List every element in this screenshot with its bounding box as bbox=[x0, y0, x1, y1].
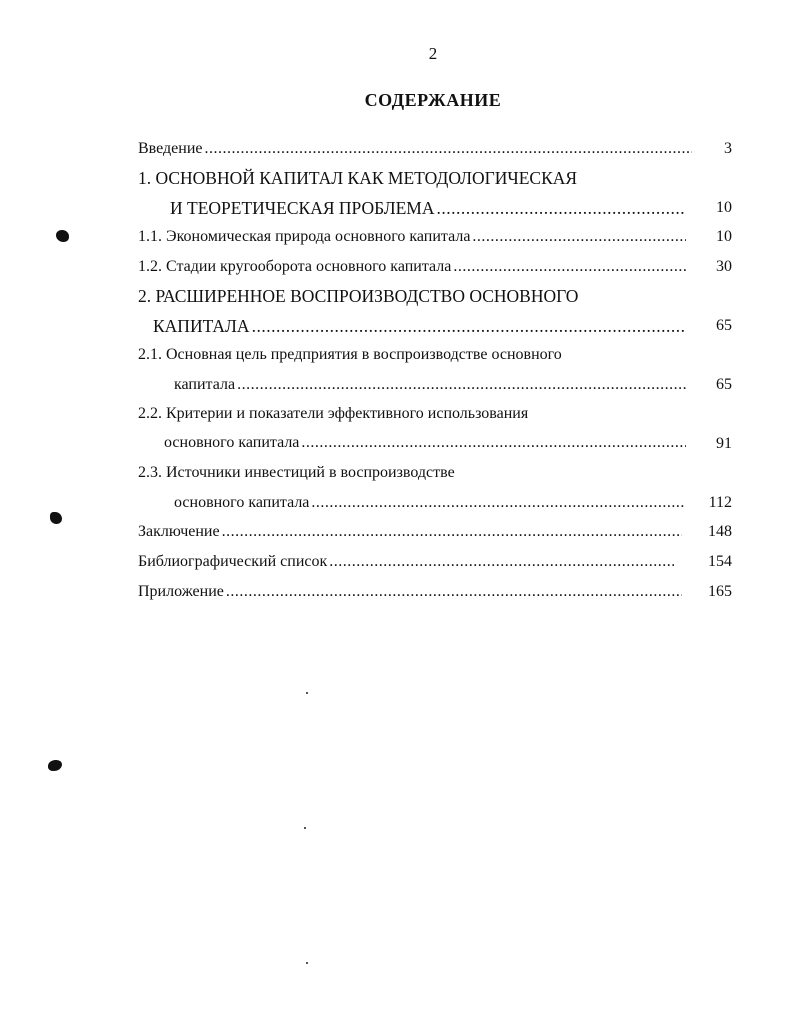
toc-entry-appendix bbox=[138, 583, 684, 609]
toc-entry-chapter-2-line-2 bbox=[153, 316, 688, 342]
toc-label: И ТЕОРЕТИЧЕСКАЯ ПРОБЛЕМА bbox=[170, 198, 435, 218]
toc-entry-1-1 bbox=[138, 228, 688, 254]
toc-entry-intro bbox=[138, 140, 694, 166]
toc-leader bbox=[472, 228, 686, 246]
toc-leader bbox=[436, 198, 686, 219]
toc-page: 10 bbox=[716, 228, 732, 245]
toc-entry-2-1-line-1 bbox=[138, 346, 562, 372]
toc-label: основного капитала bbox=[164, 434, 300, 451]
toc-page: 30 bbox=[716, 258, 732, 275]
scan-dot bbox=[306, 962, 308, 964]
scan-speck bbox=[48, 760, 62, 771]
toc-entry-conclusion bbox=[138, 523, 684, 549]
toc-leader bbox=[329, 553, 674, 571]
toc-label: 2. РАСШИРЕННОЕ ВОСПРОИЗВОДСТВО ОСНОВНОГО bbox=[138, 286, 579, 306]
toc-label: 1.1. Экономическая природа основного капитала bbox=[138, 228, 471, 245]
toc-label: 2.2. Критерии и показатели эффективного использования bbox=[138, 405, 529, 422]
toc-label: Заключение bbox=[138, 523, 220, 540]
toc-label: КАПИТАЛА bbox=[153, 316, 250, 336]
toc-page: 65 bbox=[716, 376, 732, 393]
toc-label: 2.3. Источники инвестиций в воспроизводстве bbox=[138, 464, 455, 481]
page-number: 2 bbox=[428, 44, 438, 63]
toc-page: 148 bbox=[708, 523, 732, 540]
toc-page: 10 bbox=[716, 199, 732, 216]
scan-speck bbox=[56, 230, 69, 242]
toc-page: 165 bbox=[708, 583, 732, 600]
scan-dot bbox=[304, 827, 306, 829]
toc-label: Библиографический список bbox=[138, 553, 328, 570]
toc-leader bbox=[222, 523, 682, 541]
toc-entry-chapter-1-line-2 bbox=[170, 198, 688, 224]
toc-leader bbox=[252, 316, 686, 337]
toc-label: Приложение bbox=[138, 583, 224, 600]
scan-dot bbox=[306, 692, 308, 694]
toc-entry-2-1-line-2 bbox=[174, 376, 688, 402]
toc-entry-chapter-1-line-1 bbox=[138, 168, 577, 194]
page-title: СОДЕРЖАНИЕ bbox=[364, 90, 502, 110]
toc-label: капитала bbox=[174, 376, 236, 393]
toc-entry-2-2-line-1 bbox=[138, 405, 528, 431]
toc-label: основного капитала bbox=[174, 494, 310, 511]
toc-label: Введение bbox=[138, 140, 203, 157]
toc-page: 65 bbox=[716, 317, 732, 334]
toc-entry-2-3-line-2 bbox=[174, 494, 688, 520]
scan-speck bbox=[50, 512, 62, 524]
toc-page: 154 bbox=[708, 553, 732, 570]
toc-entry-chapter-2-line-1 bbox=[138, 286, 578, 312]
toc-page: 3 bbox=[724, 140, 732, 157]
toc-label: 1. ОСНОВНОЙ КАПИТАЛ КАК МЕТОДОЛОГИЧЕСКАЯ bbox=[138, 168, 578, 188]
toc-entry-bibliography bbox=[138, 553, 676, 579]
toc-leader bbox=[237, 376, 686, 394]
toc-leader bbox=[453, 258, 686, 276]
toc-leader bbox=[205, 140, 693, 158]
toc-entry-2-2-line-2 bbox=[164, 434, 688, 460]
toc-entry-1-2 bbox=[138, 258, 688, 284]
toc-entry-2-3-line-1 bbox=[138, 464, 455, 490]
toc-leader bbox=[226, 583, 682, 601]
toc-label: 1.2. Стадии кругооборота основного капитала bbox=[138, 258, 452, 275]
toc-label: 2.1. Основная цель предприятия в воспроизводстве основного bbox=[138, 346, 562, 363]
toc-leader bbox=[301, 434, 686, 452]
toc-page: 112 bbox=[708, 494, 732, 511]
toc-page: 91 bbox=[716, 435, 732, 452]
toc-leader bbox=[311, 494, 686, 512]
